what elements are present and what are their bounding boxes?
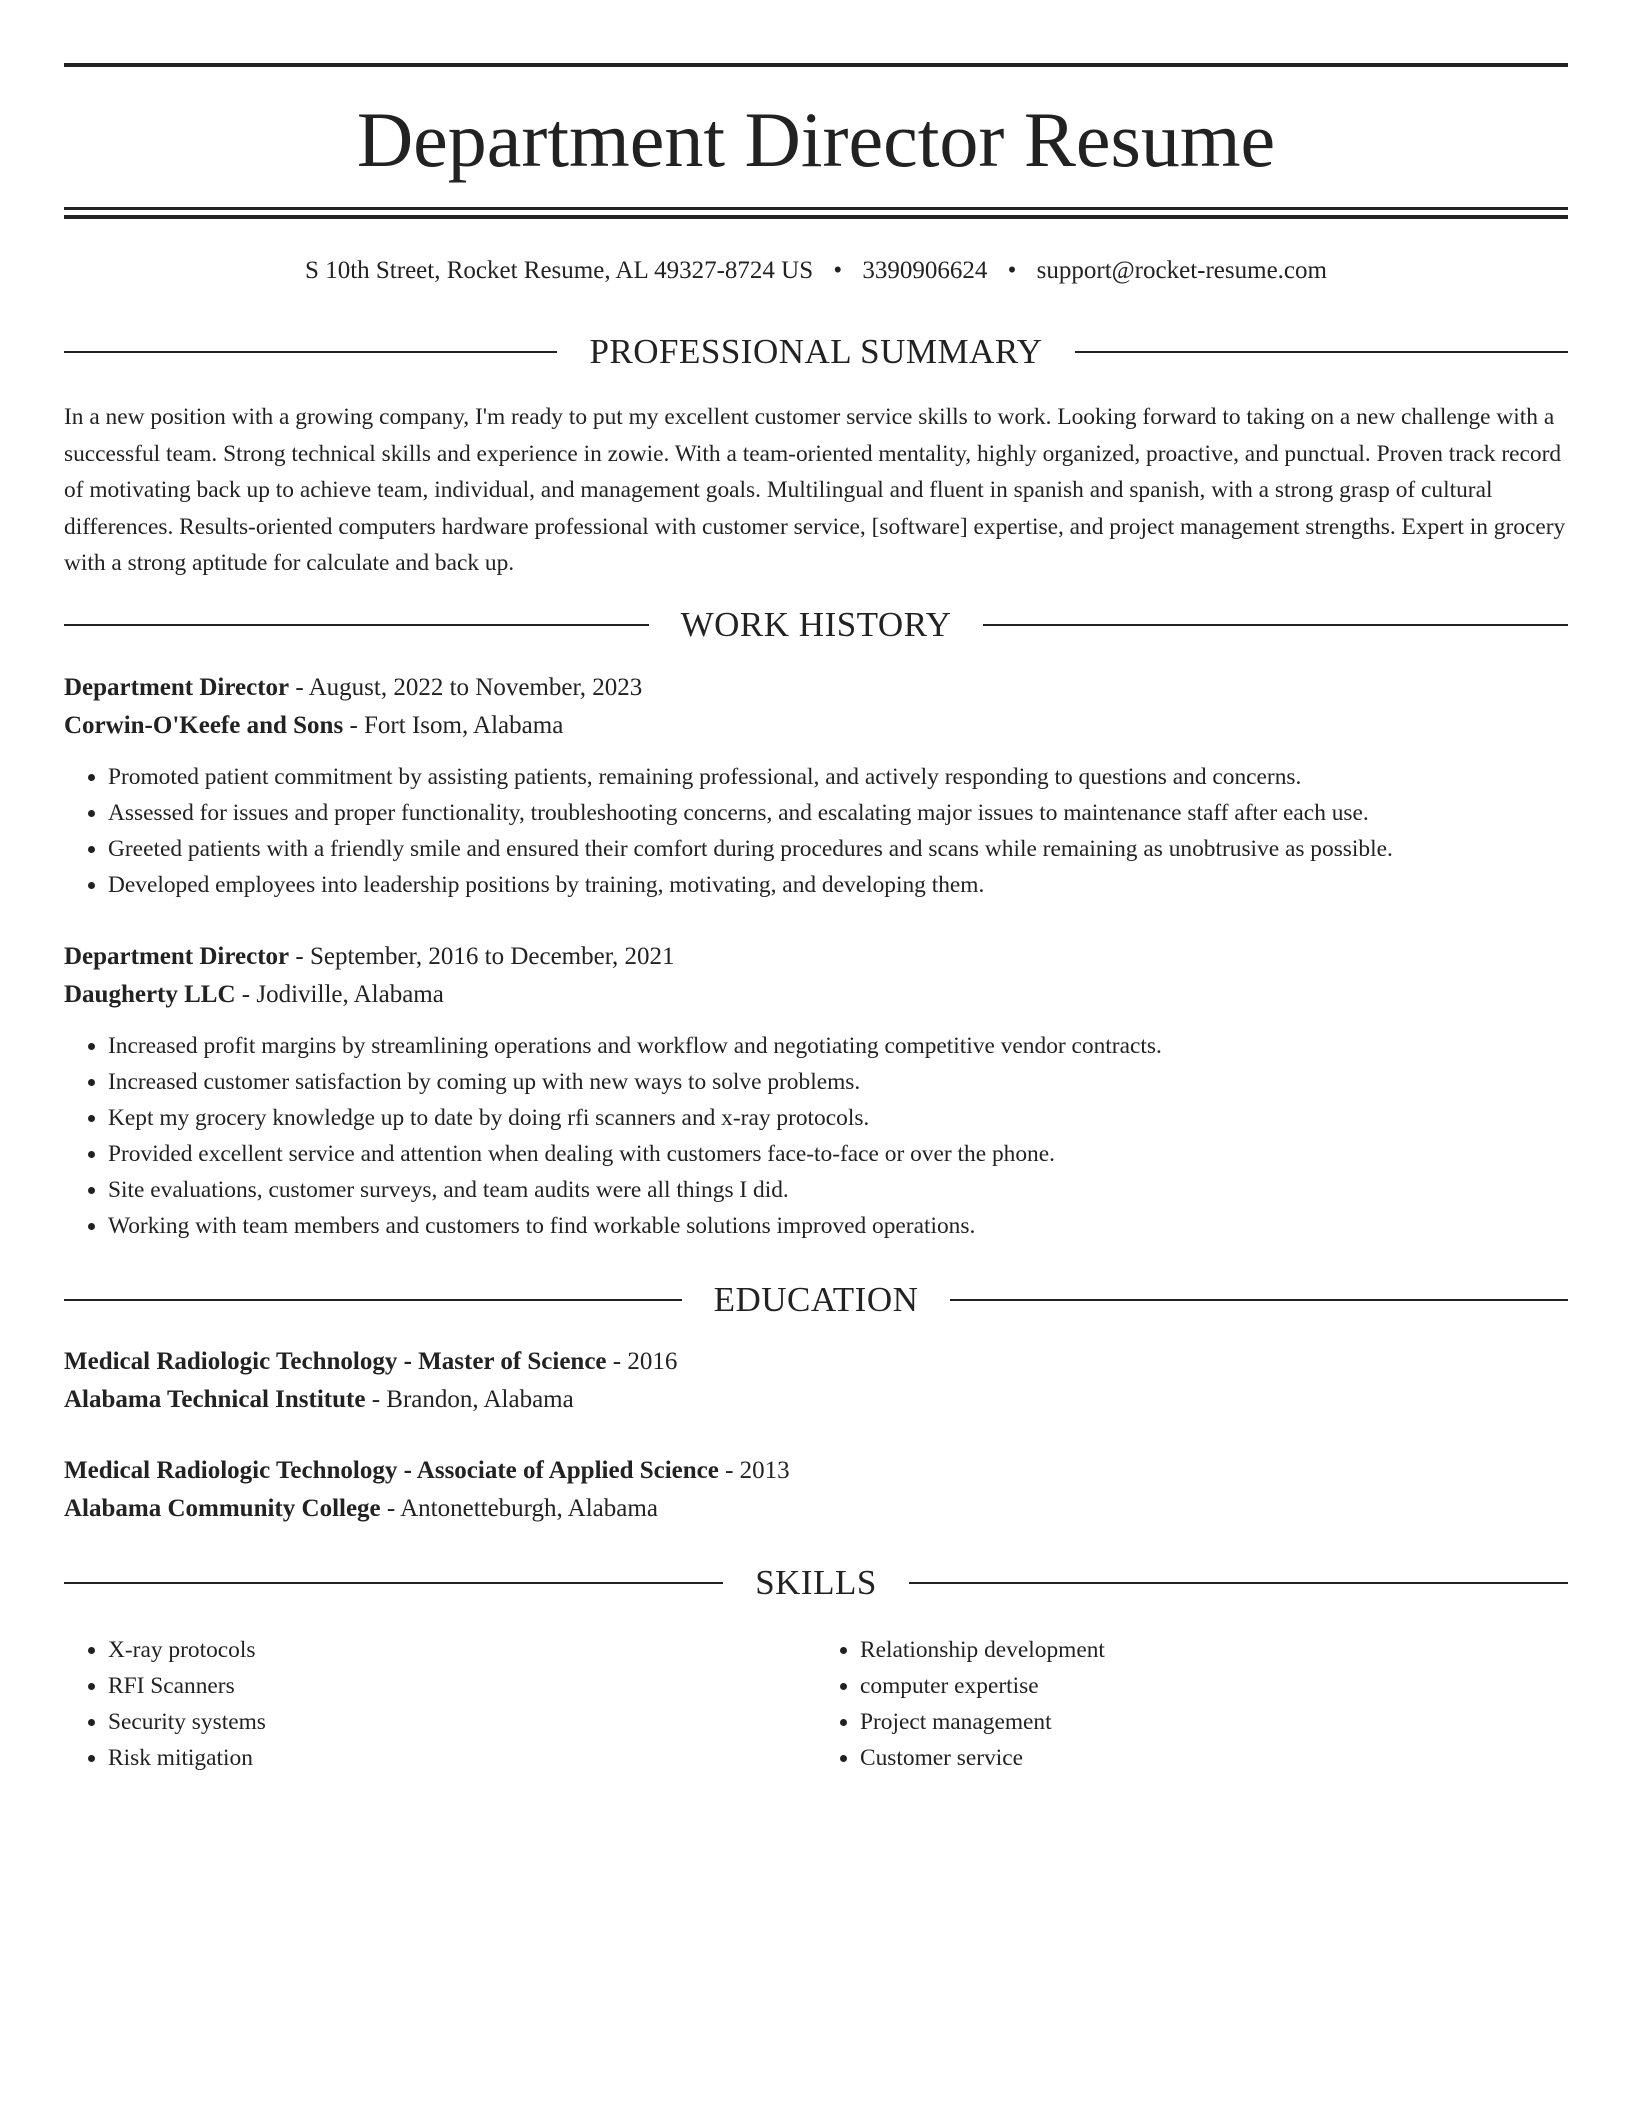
education-school: Alabama Community College: [64, 1495, 381, 1522]
job-dates: - September, 2016 to December, 2021: [289, 943, 675, 970]
top-rule: [64, 63, 1568, 67]
section-rule: [64, 624, 649, 626]
contact-email: support@rocket-resume.com: [1036, 257, 1327, 284]
education-degree: Medical Radiologic Technology - Master of Science: [64, 1348, 607, 1375]
skills-columns: [64, 1632, 1568, 1776]
job-entry: [64, 938, 1568, 1244]
section-header-education: [64, 1280, 1568, 1320]
job-company-row: [64, 707, 1568, 745]
skill-item: • X-ray protocols: [108, 1632, 816, 1668]
education-school-row: [64, 1490, 1568, 1528]
education-school-row: [64, 1381, 1568, 1419]
job-bullets: [64, 1028, 1568, 1244]
contact-separator: •: [1007, 257, 1017, 284]
job-bullet: • Developed employees into leadership positions by training, motivating, and developing them.: [108, 867, 1568, 903]
section-title-summary: PROFESSIONAL SUMMARY: [589, 332, 1043, 371]
section-rule: [1075, 351, 1568, 353]
job-title-row: [64, 669, 1568, 707]
skill-item: • RFI Scanners: [108, 1668, 816, 1704]
job-bullet: • Increased profit margins by streamlining operations and workflow and negotiating competitive vendor contracts.: [108, 1028, 1568, 1064]
job-dates: - August, 2022 to November, 2023: [289, 674, 643, 701]
education-location: - Brandon, Alabama: [365, 1386, 574, 1413]
education-school: Alabama Technical Institute: [64, 1386, 366, 1413]
section-rule: [909, 1582, 1568, 1584]
education-degree-row: [64, 1343, 1568, 1381]
section-rule: [983, 624, 1568, 626]
education-degree-row: [64, 1452, 1568, 1490]
job-bullet: • Assessed for issues and proper functionality, troubleshooting concerns, and escalating major issues to maintenance staff after each use.: [108, 795, 1568, 831]
job-bullet: • Site evaluations, customer surveys, and team audits were all things I did.: [108, 1172, 1568, 1208]
education-year: - 2013: [718, 1457, 790, 1484]
contact-phone: 3390906624: [862, 257, 988, 284]
job-bullet: • Greeted patients with a friendly smile and ensured their comfort during procedures and scans while remaining as unobtrusive as possible.: [108, 831, 1568, 867]
section-rule: [64, 1299, 682, 1301]
education-entry: [64, 1452, 1568, 1528]
contact-separator: •: [833, 257, 843, 284]
job-entry: [64, 669, 1568, 903]
job-bullet: • Increased customer satisfaction by coming up with new ways to solve problems.: [108, 1064, 1568, 1100]
job-location: - Fort Isom, Alabama: [343, 712, 564, 739]
contact-line: [64, 254, 1568, 288]
job-title-row: [64, 938, 1568, 976]
skill-item: • Customer service: [860, 1740, 1568, 1776]
section-header-work: [64, 605, 1568, 645]
education-location: - Antonetteburgh, Alabama: [380, 1495, 658, 1522]
skill-item: • Risk mitigation: [108, 1740, 816, 1776]
title-double-rule: [64, 207, 1568, 219]
skill-item: • Project management: [860, 1704, 1568, 1740]
skills-list-right: [816, 1632, 1568, 1776]
section-header-summary: [64, 332, 1568, 372]
summary-text: In a new position with a growing company, I'm ready to put my excellent customer service skills to work. Looking forward to taking on a new challenge with a successful team. Strong technical skills and experience in zowie. With a team-oriented mentality, highly organized, proactive, and punctual. Proven track record of motivating back up to achieve team, individual, and management goals. Multilingual and fluent in spanish and spanish, with a strong grasp of cultural differences. Results-oriented computers hardware professional with customer service, [software] expertise, and project management strengths. Expert in grocery with a strong aptitude for calculate and back up.: [64, 404, 1566, 577]
skill-item: • Relationship development: [860, 1632, 1568, 1668]
job-bullets: [64, 759, 1568, 903]
education-entry: [64, 1343, 1568, 1419]
job-bullet: • Kept my grocery knowledge up to date by doing rfi scanners and x-ray protocols.: [108, 1100, 1568, 1136]
job-title: Department Director: [64, 943, 290, 970]
section-rule: [950, 1299, 1568, 1301]
contact-address: S 10th Street, Rocket Resume, AL 49327-8724 US: [305, 257, 814, 284]
section-title-skills: SKILLS: [755, 1563, 877, 1602]
skills-list-left: [64, 1632, 816, 1776]
job-location: - Jodiville, Alabama: [235, 981, 444, 1008]
resume-title: Department Director Resume: [356, 96, 1276, 183]
job-bullet: • Provided excellent service and attention when dealing with customers face-to-face or over the phone.: [108, 1136, 1568, 1172]
section-title-work: WORK HISTORY: [680, 605, 952, 644]
job-company-row: [64, 976, 1568, 1014]
job-bullet: • Promoted patient commitment by assisting patients, remaining professional, and actively responding to questions and concerns.: [108, 759, 1568, 795]
section-header-skills: [64, 1563, 1568, 1603]
education-year: - 2016: [606, 1348, 678, 1375]
job-company: Corwin-O'Keefe and Sons: [64, 712, 344, 739]
skill-item: • Security systems: [108, 1704, 816, 1740]
job-bullet: • Working with team members and customers to find workable solutions improved operations.: [108, 1208, 1568, 1244]
section-title-education: EDUCATION: [713, 1280, 919, 1319]
job-title: Department Director: [64, 674, 290, 701]
education-degree: Medical Radiologic Technology - Associate of Applied Science: [64, 1457, 719, 1484]
skill-item: • computer expertise: [860, 1668, 1568, 1704]
section-rule: [64, 351, 557, 353]
job-company: Daugherty LLC: [64, 981, 236, 1008]
section-rule: [64, 1582, 723, 1584]
